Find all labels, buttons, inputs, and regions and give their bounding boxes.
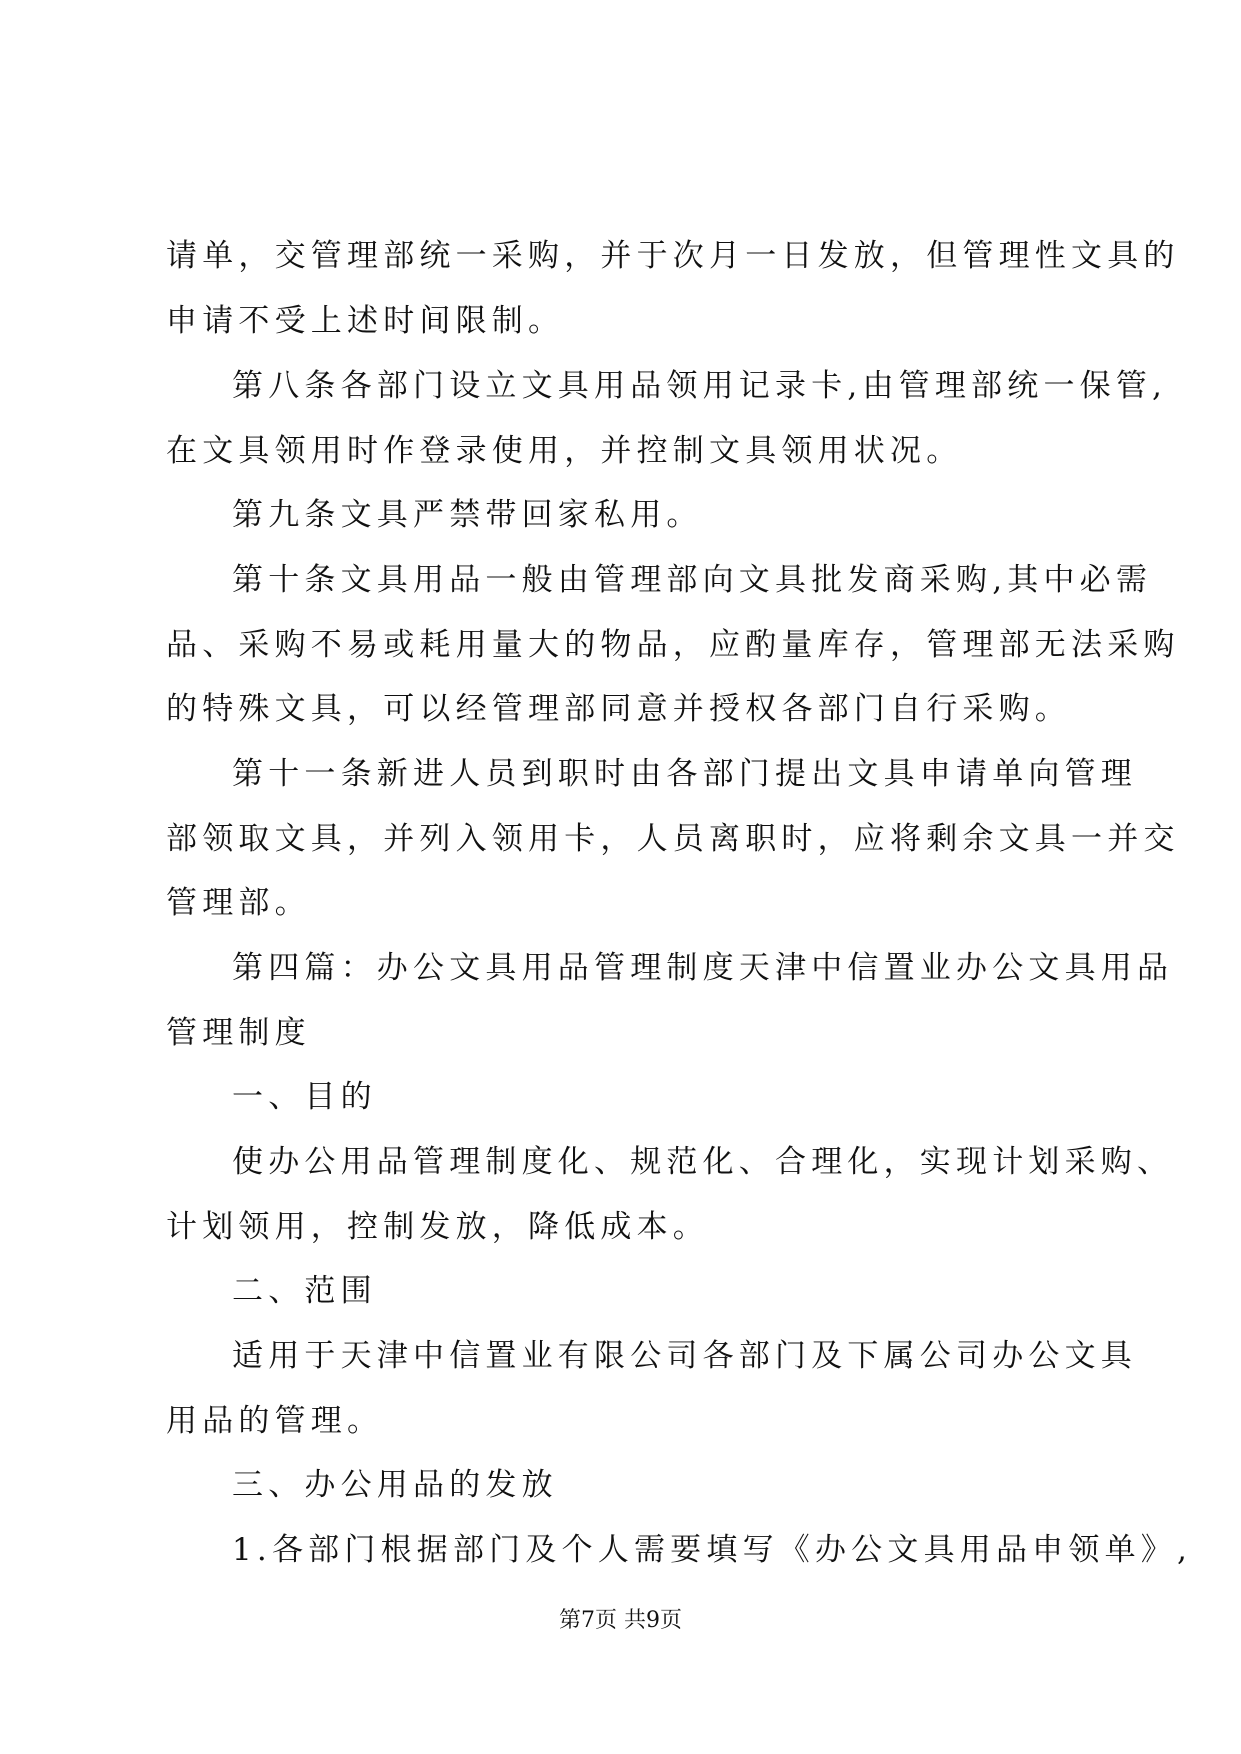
text-line: 用品的管理。: [166, 1403, 384, 1439]
text-line: 品、采购不易或耗用量大的物品，应酌量库存，管理部无法采购: [166, 627, 1180, 663]
text-line: 管理部。: [166, 885, 311, 921]
page-number-footer: 第7页 共9页: [559, 1608, 682, 1633]
text-line: 在文具领用时作登录使用，并控制文具领用状况。: [166, 433, 963, 469]
text-line: 1.各部门根据部门及个人需要填写《办公文具用品申领单》,: [232, 1532, 1193, 1568]
text-line: 申请不受上述时间限制。: [166, 303, 565, 339]
text-line: 第四篇：办公文具用品管理制度天津中信置业办公文具用品: [232, 950, 1174, 986]
text-line: 二、范围: [232, 1273, 377, 1309]
text-line: 适用于天津中信置业有限公司各部门及下属公司办公文具: [232, 1338, 1137, 1374]
text-line: 使办公用品管理制度化、规范化、合理化，实现计划采购、: [232, 1144, 1174, 1180]
text-line: 第十条文具用品一般由管理部向文具批发商采购,其中必需: [232, 562, 1153, 598]
text-line: 三、办公用品的发放: [232, 1467, 558, 1503]
text-line: 第九条文具严禁带回家私用。: [232, 497, 703, 533]
text-line: 的特殊文具，可以经管理部同意并授权各部门自行采购。: [166, 691, 1071, 727]
text-line: 第十一条新进人员到职时由各部门提出文具申请单向管理: [232, 756, 1137, 792]
text-line: 请单，交管理部统一采购，并于次月一日发放，但管理性文具的: [166, 238, 1180, 274]
text-line: 一、目的: [232, 1079, 377, 1115]
text-line: 部领取文具，并列入领用卡，人员离职时，应将剩余文具一并交: [166, 821, 1180, 857]
text-line: 管理制度: [166, 1015, 311, 1051]
text-line: 第八条各部门设立文具用品领用记录卡,由管理部统一保管,: [232, 368, 1168, 404]
text-line: 计划领用，控制发放，降低成本。: [166, 1209, 709, 1245]
